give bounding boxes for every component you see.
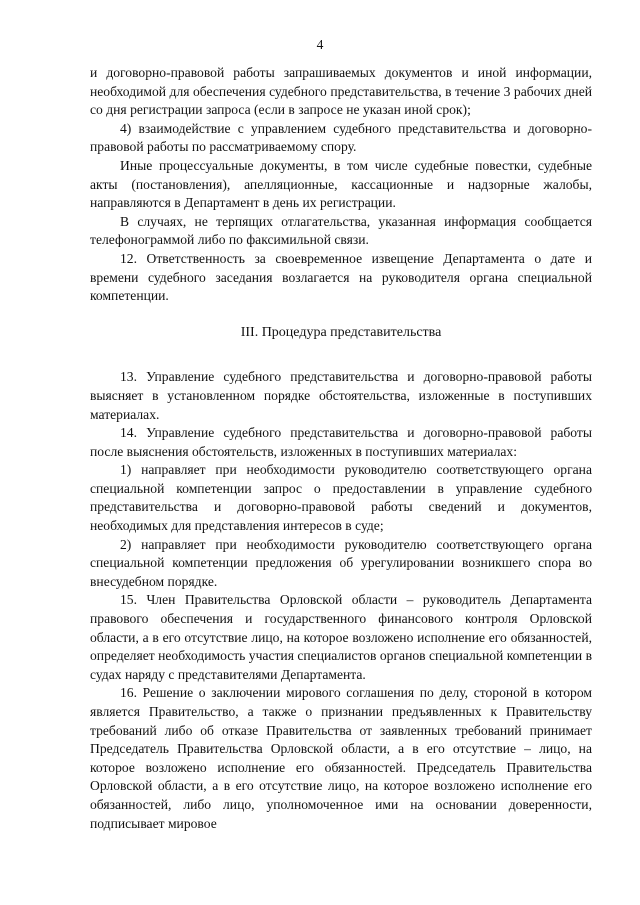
paragraph-13: 13. Управление судебного представительства и договорно-правовой работы выясняет в установленном порядке обстоятельства, изложенные в поступивших материалах. <box>90 369 592 422</box>
paragraph-16: 16. Решение о заключении мирового соглашения по делу, стороной в котором является Правительство, а также о признании предъявленных к Правительству требований либо об отказе Правительства от заявленных требований принимает Председатель Правительства Орловской области, а в его отсутствие – лицо, на которое возложено исполнение его обязанностей. Председатель Правительства Орловской области, а в его отсутствие лицо, на которое возложено исполнение его обязанностей, либо лицо, уполномоченное ими на основании доверенности, подписывает мировое <box>90 685 592 831</box>
paragraph-continuation: и договорно-правовой работы запрашиваемых документов и иной информации, необходимой для обеспечения судебного представительства, в течение 3 рабочих дней со дня регистрации запроса (если в запросе не указан иной срок); <box>90 65 592 118</box>
paragraph-15: 15. Член Правительства Орловской области – руководитель Департамента правового обеспечения и государственного финансового контроля Орловской области, а в его отсутствие лицо, на которое возложено исполнение его обязанностей, определяет необходимость участия специалистов органов специальной компетенции в судах наряду с представителями Департамента. <box>90 592 592 682</box>
paragraph-14-item-2: 2) направляет при необходимости руководителю соответствующего органа специальной компетенции предложения об урегулировании возникшего спора во внесудебном порядке. <box>90 536 592 589</box>
paragraph-urgent-cases: В случаях, не терпящих отлагательства, указанная информация сообщается телефонограммой либо по факсимильной связи. <box>90 213 592 248</box>
section-heading: III. Процедура представительства <box>240 324 442 340</box>
document-body <box>90 64 592 833</box>
paragraph-14-item-1: 1) направляет при необходимости руководителю соответствующего органа специальной компетенции запрос о предоставлении в управление судебного представительства и договорно-правовой работы сведений и документов, необходимых для представления интересов в суде; <box>90 462 592 534</box>
paragraph-14: 14. Управление судебного представительства и договорно-правовой работы после выяснения обстоятельств, изложенных в поступивших материалах: <box>90 425 592 459</box>
paragraph-12: 12. Ответственность за своевременное извещение Департамента о дате и времени судебного заседания возлагается на руководителя органа специальной компетенции. <box>90 250 592 304</box>
page-number: 4 <box>316 37 324 52</box>
paragraph-other-documents: Иные процессуальные документы, в том числе судебные повестки, судебные акты (постановления), апелляционные, кассационные и надзорные жалобы, направляются в Департамент в день их регистрации. <box>90 157 592 211</box>
paragraph-item-4: 4) взаимодействие с управлением судебного представительства и договорно-правовой работы по рассматриваемому спору. <box>90 120 592 155</box>
